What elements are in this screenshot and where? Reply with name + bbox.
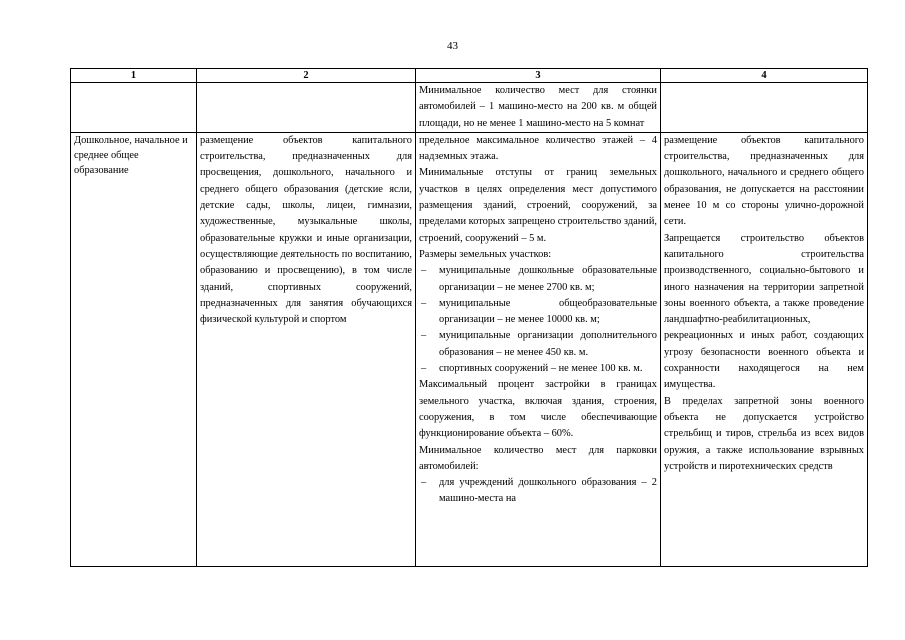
restriction-text-4: В пределах запретной зоны военного объекта не допускается устройство стрельбищ и тиров, стрельба из всех видов оружия, а также использование взрывных устройств и пиротехнических средств xyxy=(664,395,864,472)
restriction-text-2: Запрещается строительство объектов капитального строительства производственного, социально-бытового и иного назначения на территории запретной зоны военного объекта, а также проведение ландшафтно-реабилитационных, xyxy=(664,232,864,326)
parking-norm-text: Минимальное количество мест для стоянки автомобилей – 1 машино-место на 200 кв. м общей площади, но не менее 1 машино-место на 5 комнат xyxy=(419,85,657,129)
table-row xyxy=(71,83,868,133)
max-floors-text: предельное максимальное количество этажей – 4 надземных этажа. xyxy=(419,134,657,163)
header-col-3: 3 xyxy=(416,69,661,83)
restriction-text-1: размещение объектов капитального строительства, предназначенных для дошкольного, начального и среднего общего образования, не допускается на расстоянии менее 10 м со стороны улично-дорожной сети. xyxy=(664,134,864,228)
permitted-use-text: размещение объектов капитального строительства, предназначенных для просвещения, дошкольного, начального и среднего общего образования (детские ясли, детские сады, школы, лицеи, гимназии, художественные, музыкальные школы, образовательные кружки и иные организации, осуществляющие деятельность по воспитанию, образованию и просвещению), в том числе зданий, спортивных сооружений, предназначенных для занятия обучающихся физической культурой и спортом xyxy=(200,134,412,326)
list-item: – спортивных сооружений – не менее 100 кв. м. xyxy=(419,361,657,377)
page-number: 43 xyxy=(447,40,458,52)
parameters-cell xyxy=(416,132,661,566)
cell-empty xyxy=(661,83,868,133)
parking-list xyxy=(419,475,657,508)
header-col-1: 1 xyxy=(71,69,197,83)
header-col-4: 4 xyxy=(661,69,868,83)
header-col-2: 2 xyxy=(197,69,416,83)
setbacks-text: Минимальные отступы от границ земельных участков в целях определения мест допустимого размещения зданий, строений, сооружений, за пределами которых запрещено строительство зданий, строений, сооружений – 5 м. xyxy=(419,167,657,244)
list-item: – муниципальные общеобразовательные организации – не менее 10000 кв. м; xyxy=(419,296,657,329)
land-use-type-cell xyxy=(71,132,197,566)
list-item: – для учреждений дошкольного образования – 2 машино-места на xyxy=(419,475,657,508)
parking-heading: Минимальное количество мест для парковки автомобилей: xyxy=(419,444,657,472)
plot-sizes-heading: Размеры земельных участков: xyxy=(419,248,552,260)
restriction-text-3: рекреационных и иных работ, создающих угрозу безопасности военного объекта и сохранности находящегося на нем имущества. xyxy=(664,330,864,391)
cell-empty xyxy=(197,83,416,133)
land-use-type-text: Дошкольное, начальное и среднее общее образование xyxy=(74,134,188,177)
regulations-table xyxy=(70,68,868,567)
table-row xyxy=(71,132,868,566)
cell-empty xyxy=(71,83,197,133)
list-item: – муниципальные дошкольные образовательные организации – не менее 2700 кв. м; xyxy=(419,263,657,296)
build-percent-text: Максимальный процент застройки в границах земельного участка, включая здания, строения, сооружения, в том числе обеспечивающие функционирование объекта – 60%. xyxy=(419,379,657,440)
permitted-use-cell xyxy=(197,132,416,566)
parking-norm-cell xyxy=(416,83,661,133)
restrictions-cell xyxy=(661,132,868,566)
list-item: – муниципальные организации дополнительного образования – не менее 450 кв. м. xyxy=(419,328,657,361)
header-row xyxy=(71,69,868,83)
plot-sizes-list xyxy=(419,263,657,377)
